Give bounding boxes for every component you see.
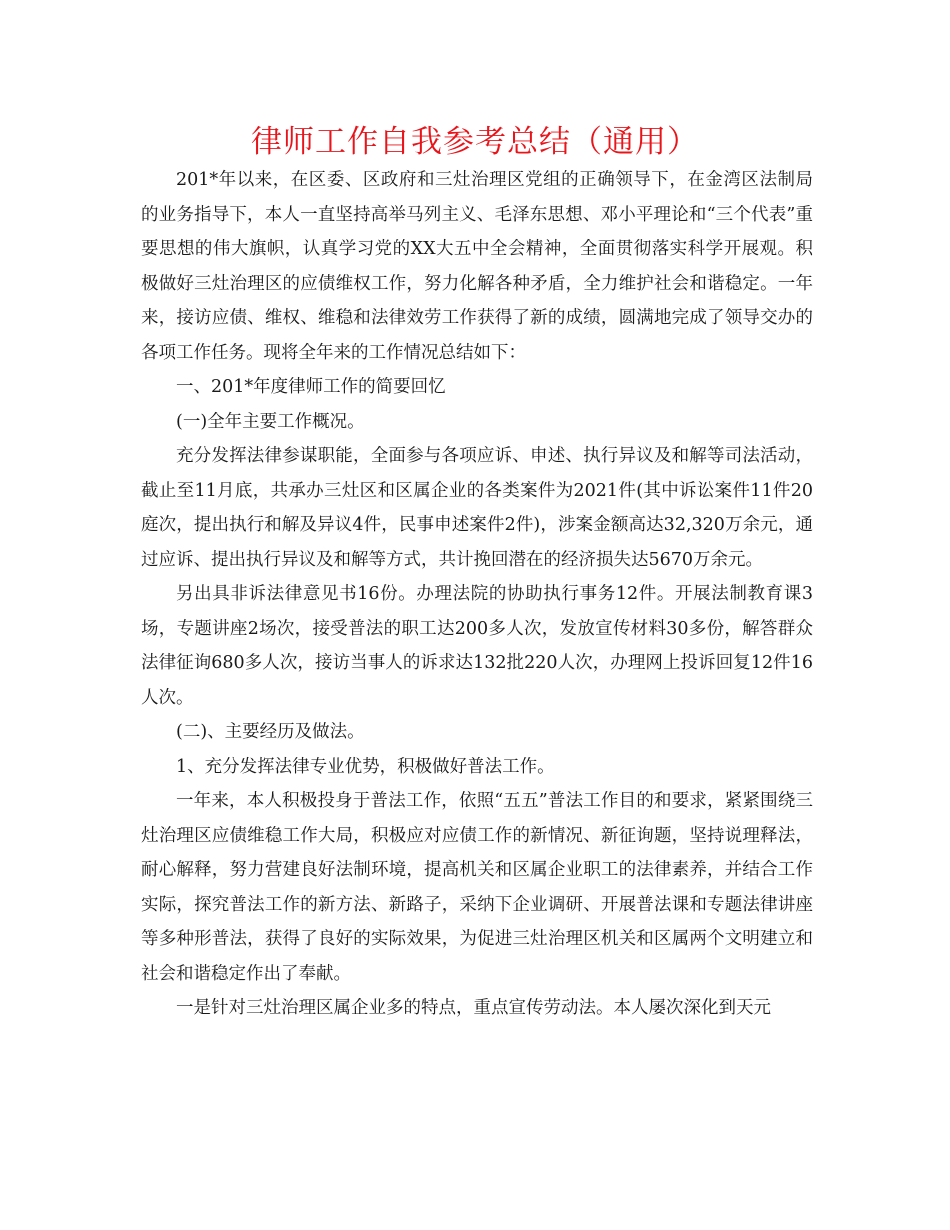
item-heading-1: 1、充分发挥法律专业优势，积极做好普法工作。: [176, 756, 555, 777]
document-body: [141, 163, 813, 1026]
subsection-heading-2: (二)、主要经历及做法。: [176, 722, 365, 742]
subsection-heading-1: (一)全年主要工作概况。: [176, 411, 365, 432]
section-heading-1: 一、201*年度律师工作的简要回忆: [176, 377, 446, 397]
paragraph-other-work: 另出具非诉法律意见书16份。办理法院的协助执行事务12件。开展法制教育课3场，专题讲座2场次，接受普法的职工达200多人次，发放宣传材料30多份，解答群众法律征询680多人次，接访当事人的诉求达132批220人次，办理网上投诉回复12件16人次。: [141, 584, 813, 708]
paragraph-cases: 充分发挥法律参谋职能，全面参与各项应诉、申述、执行异议及和解等司法活动，截止至11月底，共承办三灶区和区属企业的各类案件为2021件(其中诉讼案件11件20庭次，提出执行和解及异议4件，民事申述案件2件)，涉案金额高达32,320万余元，通过应诉、提出执行异议及和解等方式，共计挽回潜在的经济损失达5670万余元。: [141, 446, 813, 570]
document-title: 律师工作自我参考总结（通用）: [251, 124, 699, 160]
paragraph-labor-law: 一是针对三灶治理区属企业多的特点，重点宣传劳动法。本人屡次深化到天元: [176, 998, 771, 1018]
paragraph-legal-education: 一年来，本人积极投身于普法工作，依照“五五”普法工作目的和要求，紧紧围绕三灶治理区应债维稳工作大局，积极应对应债工作的新情况、新征询题，坚持说理释法，耐心解释，努力营建良好法制环境，提高机关和区属企业职工的法律素养，并结合工作实际，探究普法工作的新方法、新路子，采纳下企业调研、开展普法课和专题法律讲座等多种形普法，获得了良好的实际效果，为促进三灶治理区机关和区属两个文明建立和社会和谐稳定作出了奉献。: [141, 791, 813, 984]
paragraph-intro: 201*年以来，在区委、区政府和三灶治理区党组的正确领导下，在金湾区法制局的业务指导下，本人一直坚持高举马列主义、毛泽东思想、邓小平理论和“三个代表”重要思想的伟大旗帜，认真学习党的XX大五中全会精神，全面贯彻落实科学开展观。积极做好三灶治理区的应债维权工作，努力化解各种矛盾，全力维护社会和谐稳定。一年来，接访应债、维权、维稳和法律效劳工作获得了新的成绩，圆满地完成了领导交办的各项工作任务。现将全年来的工作情况总结如下：: [141, 170, 813, 363]
